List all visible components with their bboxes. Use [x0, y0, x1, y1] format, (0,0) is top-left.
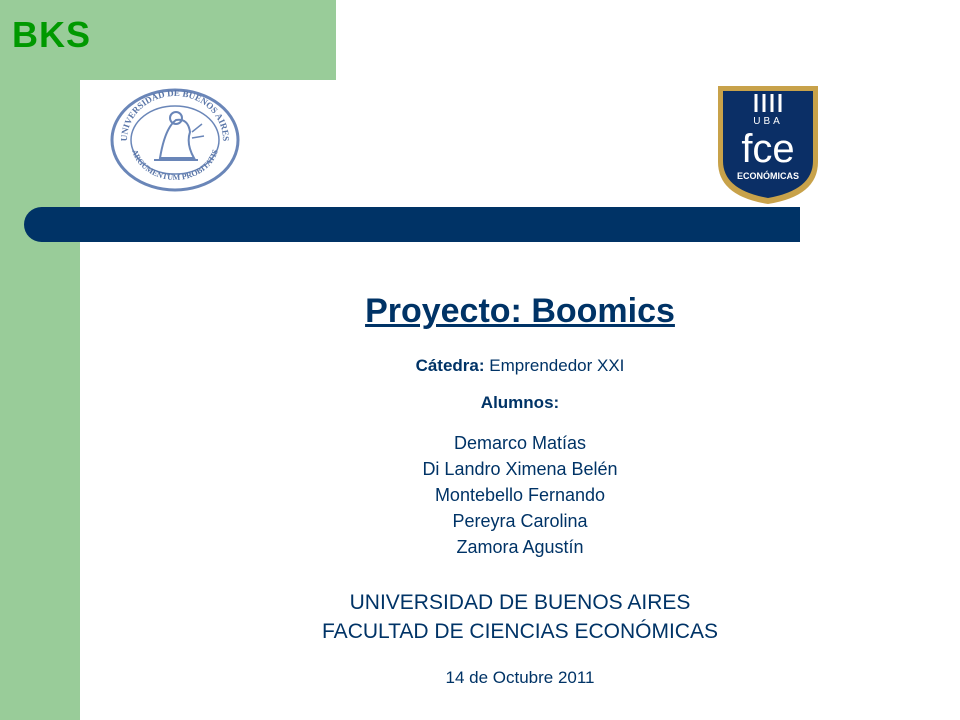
svg-text:UBA: UBA: [753, 116, 783, 127]
uba-seal-logo: [110, 88, 240, 192]
header-divider-bar: [24, 207, 800, 242]
university-name: UNIVERSIDAD DE BUENOS AIRES: [349, 591, 691, 614]
svg-text:UNIVERSIDAD DE BUENOS AIRES: UNIVERSIDAD DE BUENOS AIRES: [118, 88, 232, 142]
brand-label: BKS: [12, 14, 92, 55]
student-name: Montebello Fernando: [434, 485, 606, 505]
catedra-line: [80, 356, 960, 376]
catedra-value: Emprendedor XXI: [489, 356, 625, 375]
students-list: [80, 430, 960, 560]
catedra-label: Cátedra:: [415, 356, 485, 375]
student-name: Pereyra Carolina: [452, 511, 588, 531]
presentation-date: 14 de Octubre 2011: [445, 668, 595, 687]
student-name: Zamora Agustín: [456, 537, 584, 557]
fce-crest-logo: [716, 84, 820, 206]
project-title: Proyecto: Boomics: [365, 292, 675, 330]
svg-text:ARGUMENTUM PROBITATIS: ARGUMENTUM PROBITATIS: [130, 148, 220, 183]
svg-text:fce: fce: [741, 127, 795, 171]
student-name: Di Landro Ximena Belén: [422, 459, 618, 479]
left-green-sidebar: [0, 0, 80, 720]
institution-block: [80, 588, 960, 646]
student-name: Demarco Matías: [453, 433, 587, 453]
faculty-name: FACULTAD DE CIENCIAS ECONÓMICAS: [322, 620, 718, 643]
alumnos-heading: Alumnos:: [480, 393, 560, 412]
svg-text:ECONÓMICAS: ECONÓMICAS: [736, 171, 800, 181]
